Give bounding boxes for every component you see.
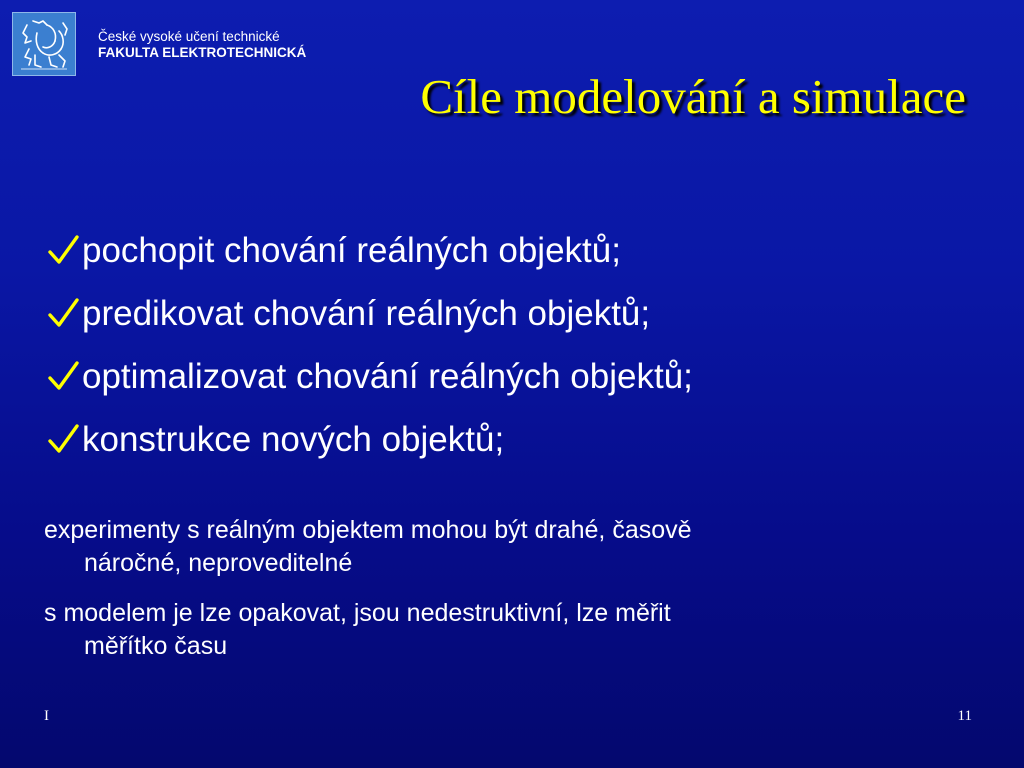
slide-title: Cíle modelování a simulace: [420, 69, 966, 124]
paragraph-model: [44, 597, 944, 663]
bullet-text: predikovat chování reálných objektů;: [82, 294, 651, 333]
bullet-text: konstrukce nových objektů;: [82, 420, 505, 459]
institution-line-1: České vysoké učení technické: [98, 29, 280, 44]
paragraph-line: experimenty s reálným objektem mohou být drahé, časově: [44, 516, 692, 544]
checkmark-icon: [44, 357, 82, 395]
paragraph-line: náročné, neproveditelné: [84, 549, 353, 577]
bullet-item: [44, 350, 693, 413]
checkmark-icon: [44, 420, 82, 458]
bullet-list: [44, 224, 693, 476]
page-number: 11: [957, 708, 972, 724]
footer-left-label: I: [44, 708, 49, 724]
bullet-text: optimalizovat chování reálných objektů;: [82, 357, 693, 396]
paragraph-line: měřítko času: [84, 632, 228, 660]
checkmark-icon: [44, 294, 82, 332]
institution-name: [98, 29, 306, 61]
institution-line-2: FAKULTA ELEKTROTECHNICKÁ: [98, 45, 307, 60]
bullet-text: pochopit chování reálných objektů;: [82, 231, 621, 270]
paragraph-line: s modelem je lze opakovat, jsou nedestruktivní, lze měřit: [44, 599, 671, 627]
checkmark-icon: [44, 231, 82, 269]
bullet-item: [44, 287, 693, 350]
bullet-item: [44, 224, 693, 287]
bullet-item: [44, 413, 693, 476]
paragraph-experiments: [44, 514, 944, 580]
